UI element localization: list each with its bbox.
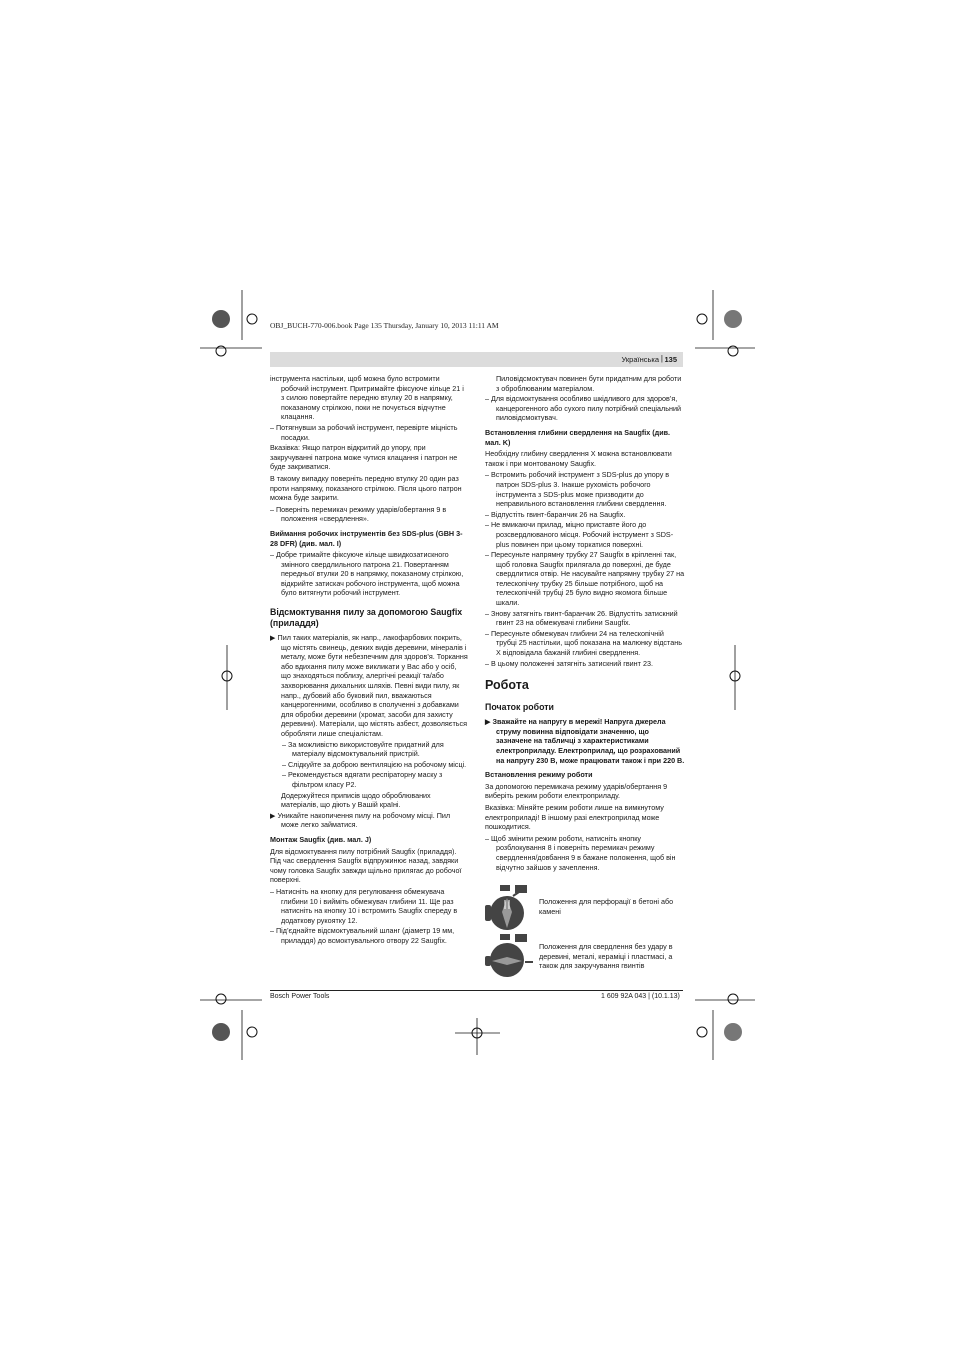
- rotary-drill-mode-icon: [485, 932, 535, 980]
- hammer-mode-text: Положення для перфорації в бетоні або камені: [539, 897, 674, 916]
- text-block: Необхідну глибину свердлення X можна встановлювати також і при монтованому Saugfix.: [485, 449, 672, 468]
- section-heading: Початок роботи: [485, 702, 554, 713]
- text-block: ▶ Уникайте накопичення пилу на робочому місці. Пил може легко займатися.: [270, 810, 451, 830]
- header-separator: |: [660, 354, 663, 363]
- hammer-drill-mode-icon: [485, 883, 535, 933]
- section-heading: Виймання робочих інструментів без SDS-plus (GBH 3-28 DFR) (див. мал. I): [270, 528, 463, 548]
- text-block: – Поверніть перемикач режиму ударів/обертання 9 в положення «свердлення».: [270, 504, 447, 524]
- text-block: – Щоб змінити режим роботи, натисніть кнопку розблокування 8 і поверніть перемикач режиму свердлення/довбання 9 в бажане положення, щоб він відчутно зайшов у зачеплення.: [485, 833, 676, 872]
- section-heading: Відсмоктування пилу за допомогою Saugfix (приладдя): [270, 607, 463, 629]
- right-column: [485, 374, 685, 873]
- text-block: – Пересуньте напрямну трубку 27 Saugfix в кріпленні так, щоб головка Saugfix прилягала до поверхні, де буде свердлитися отвір. Не насувайте напрямну трубку 27 на телескопічну трубку 25 більше потрібного, щоб на телескопічній трубці 25 було видно якомога більше шкали.: [485, 550, 685, 608]
- text-block: Вказівка: Якщо патрон відкритий до упору, при закручуванні патрона може чутися клацання і патрон не буде закриватися.: [270, 443, 458, 472]
- text-block: ▶ Пил таких матеріалів, як напр., лакофарбових покрить, що містять свинець, деяких видів деревини, мінералів і металу, може бути небезпечним для здоров’я. Торкання або вдихання пилу може викликати у Вас або у осіб, що знаходяться поблизу, алергічні реакції та/або захворювання дихальних шляхів. Певні види пилу, як напр., дубовий або буковий пил, вважаються канцерогенними, особливо в сполученні з добавками для обробки деревини (хромат, засоби для захисту деревини). Матеріали, що містять азбест, дозволяється обробляти лише спеціалістам.: [270, 633, 468, 738]
- page-header-bar: [270, 352, 683, 367]
- text-block: – Потягнувши за робочий інструмент, перевірте міцність посадки.: [270, 422, 458, 442]
- left-column: [270, 374, 468, 946]
- section-heading: Встановлення режиму роботи: [485, 770, 593, 780]
- text-block: – Для відсмоктування особливо шкідливого для здоров’я, канцерогенного або сухого пилу потрібний спеціальний пиловідсмоктувач.: [485, 394, 681, 423]
- footer-right: 1 609 92A 043 | (10.1.13): [601, 993, 680, 1000]
- text-block: – Слідкуйте за доброю вентиляцією на робочому місці.: [282, 759, 467, 769]
- text-block: – За можливістю використовуйте придатний для матеріалу відсмоктувальний пристрій.: [282, 739, 444, 759]
- section-heading: Встановлення глибини свердлення на Saugfix (див. мал. K): [485, 427, 671, 447]
- text-block: Додержуйтеся приписів щодо оброблюваних матеріалів, що діють у Вашій країні.: [281, 790, 431, 810]
- text-block: В такому випадку поверніть передню втулку 20 один раз проти напрямку, показаного стрілкою. Після цього патрон можна буде закрити.: [270, 473, 462, 503]
- text-block: Для відсмоктування пилу потрібний Saugfix (приладдя). Під час свердлення Saugfix відпружинює назад, завдяки чому головка Saugfix завжди щільно прилягає до робочої поверхні.: [270, 846, 462, 885]
- page-number: 135: [664, 355, 677, 364]
- text-block: Пиловідсмоктувач повинен бути придатним для роботи з оброблюваним матеріалом.: [496, 374, 682, 393]
- text-block: – Під’єднайте відсмоктувальний шланг (діаметр 19 мм, приладдя) до всмоктувального отвору 22 Saugfix.: [270, 926, 455, 945]
- print-header: OBJ_BUCH-770-006.book Page 135 Thursday, January 10, 2013 11:11 AM: [270, 321, 499, 330]
- text-block: – Добре тримайте фіксуюче кільце швидкозатискного змінного свердлильного патрона 21. Повертанням передньої втулки 20 в напрямку, показаному стрілкою, відкрийте затискач робочого інструмента, щоб можна було витягнути робочий інструмент.: [270, 550, 464, 598]
- text-block: – Встромить робочий інструмент з SDS-plus до упору в патрон SDS-plus 3. Інакше рухомість робочого інструмента з SDS-plus може призводити до неправильного встановлення глибини свердлення.: [485, 470, 670, 509]
- footer-left: Bosch Power Tools: [270, 993, 330, 1000]
- language-label: Українська: [621, 355, 659, 364]
- text-block: Вказівка: Міняйте режим роботи лише на вимкнутому електроприладі! В іншому разі електроприлад може пошкодитися.: [485, 802, 664, 832]
- text-block: – Натисніть на кнопку для регулювання обмежувача глибини 10 і вийміть обмежувач глибини 11. Ще раз натисніть на кнопку 10 і встромить Saugfix спереду в додаткову рукоятку 12.: [270, 886, 458, 925]
- text-block: – В цьому положенні затягніть затискний гвинт 23.: [485, 658, 653, 668]
- section-heading: Робота: [485, 678, 529, 693]
- drilling-mode-text: Положення для свердлення без удару в деревині, металі, кераміці і пластмасі, а також для закручування гвинтів: [539, 942, 673, 971]
- text-block: За допомогою перемикача режиму ударів/обертання 9 виберіть режим роботи електроприладу.: [485, 781, 668, 801]
- text-block: – Рекомендується вдягати респіраторну маску з фільтром класу P2.: [282, 770, 443, 789]
- section-heading: Монтаж Saugfix (див. мал. J): [270, 834, 372, 844]
- text-block: ▶ Зважайте на напругу в мережі! Напруга джерела струму повинна відповідати значенню, що зазначене на табличці з характеристиками електроприладу. Електроприлад, що розрахований на напругу 230 В, може працювати також і при 220 В.: [485, 717, 685, 765]
- footer-rule: [270, 990, 683, 991]
- text-block: – Пересуньте обмежувач глибини 24 на телескопічній трубці 25 настільки, щоб показана на малюнку відстань X відповідала бажаній глибині свердлення.: [485, 628, 682, 658]
- text-block: – Відпустіть гвинт-баранчик 26 на Saugfix.: [485, 509, 626, 519]
- text-block: – Не вмикаючи прилад, міцно приставте його до розсвердлюваного місця. Робочий інструмент з SDS-plus повинен при цьому торкатися поверхні.: [485, 520, 674, 549]
- text-block: – Знову затягніть гвинт-баранчик 26. Відпустіть затискний гвинт 23 на обмежувачі глибини Saugfix.: [485, 608, 678, 628]
- text-block: інструмента настільки, щоб можна було встромити робочий інструмент. Притримайте фіксуюче кільце 21 і з силою повертайте передню втулку 20 в напрямку, показаному стрілкою, поки не почується відчутне клацання.: [270, 374, 464, 422]
